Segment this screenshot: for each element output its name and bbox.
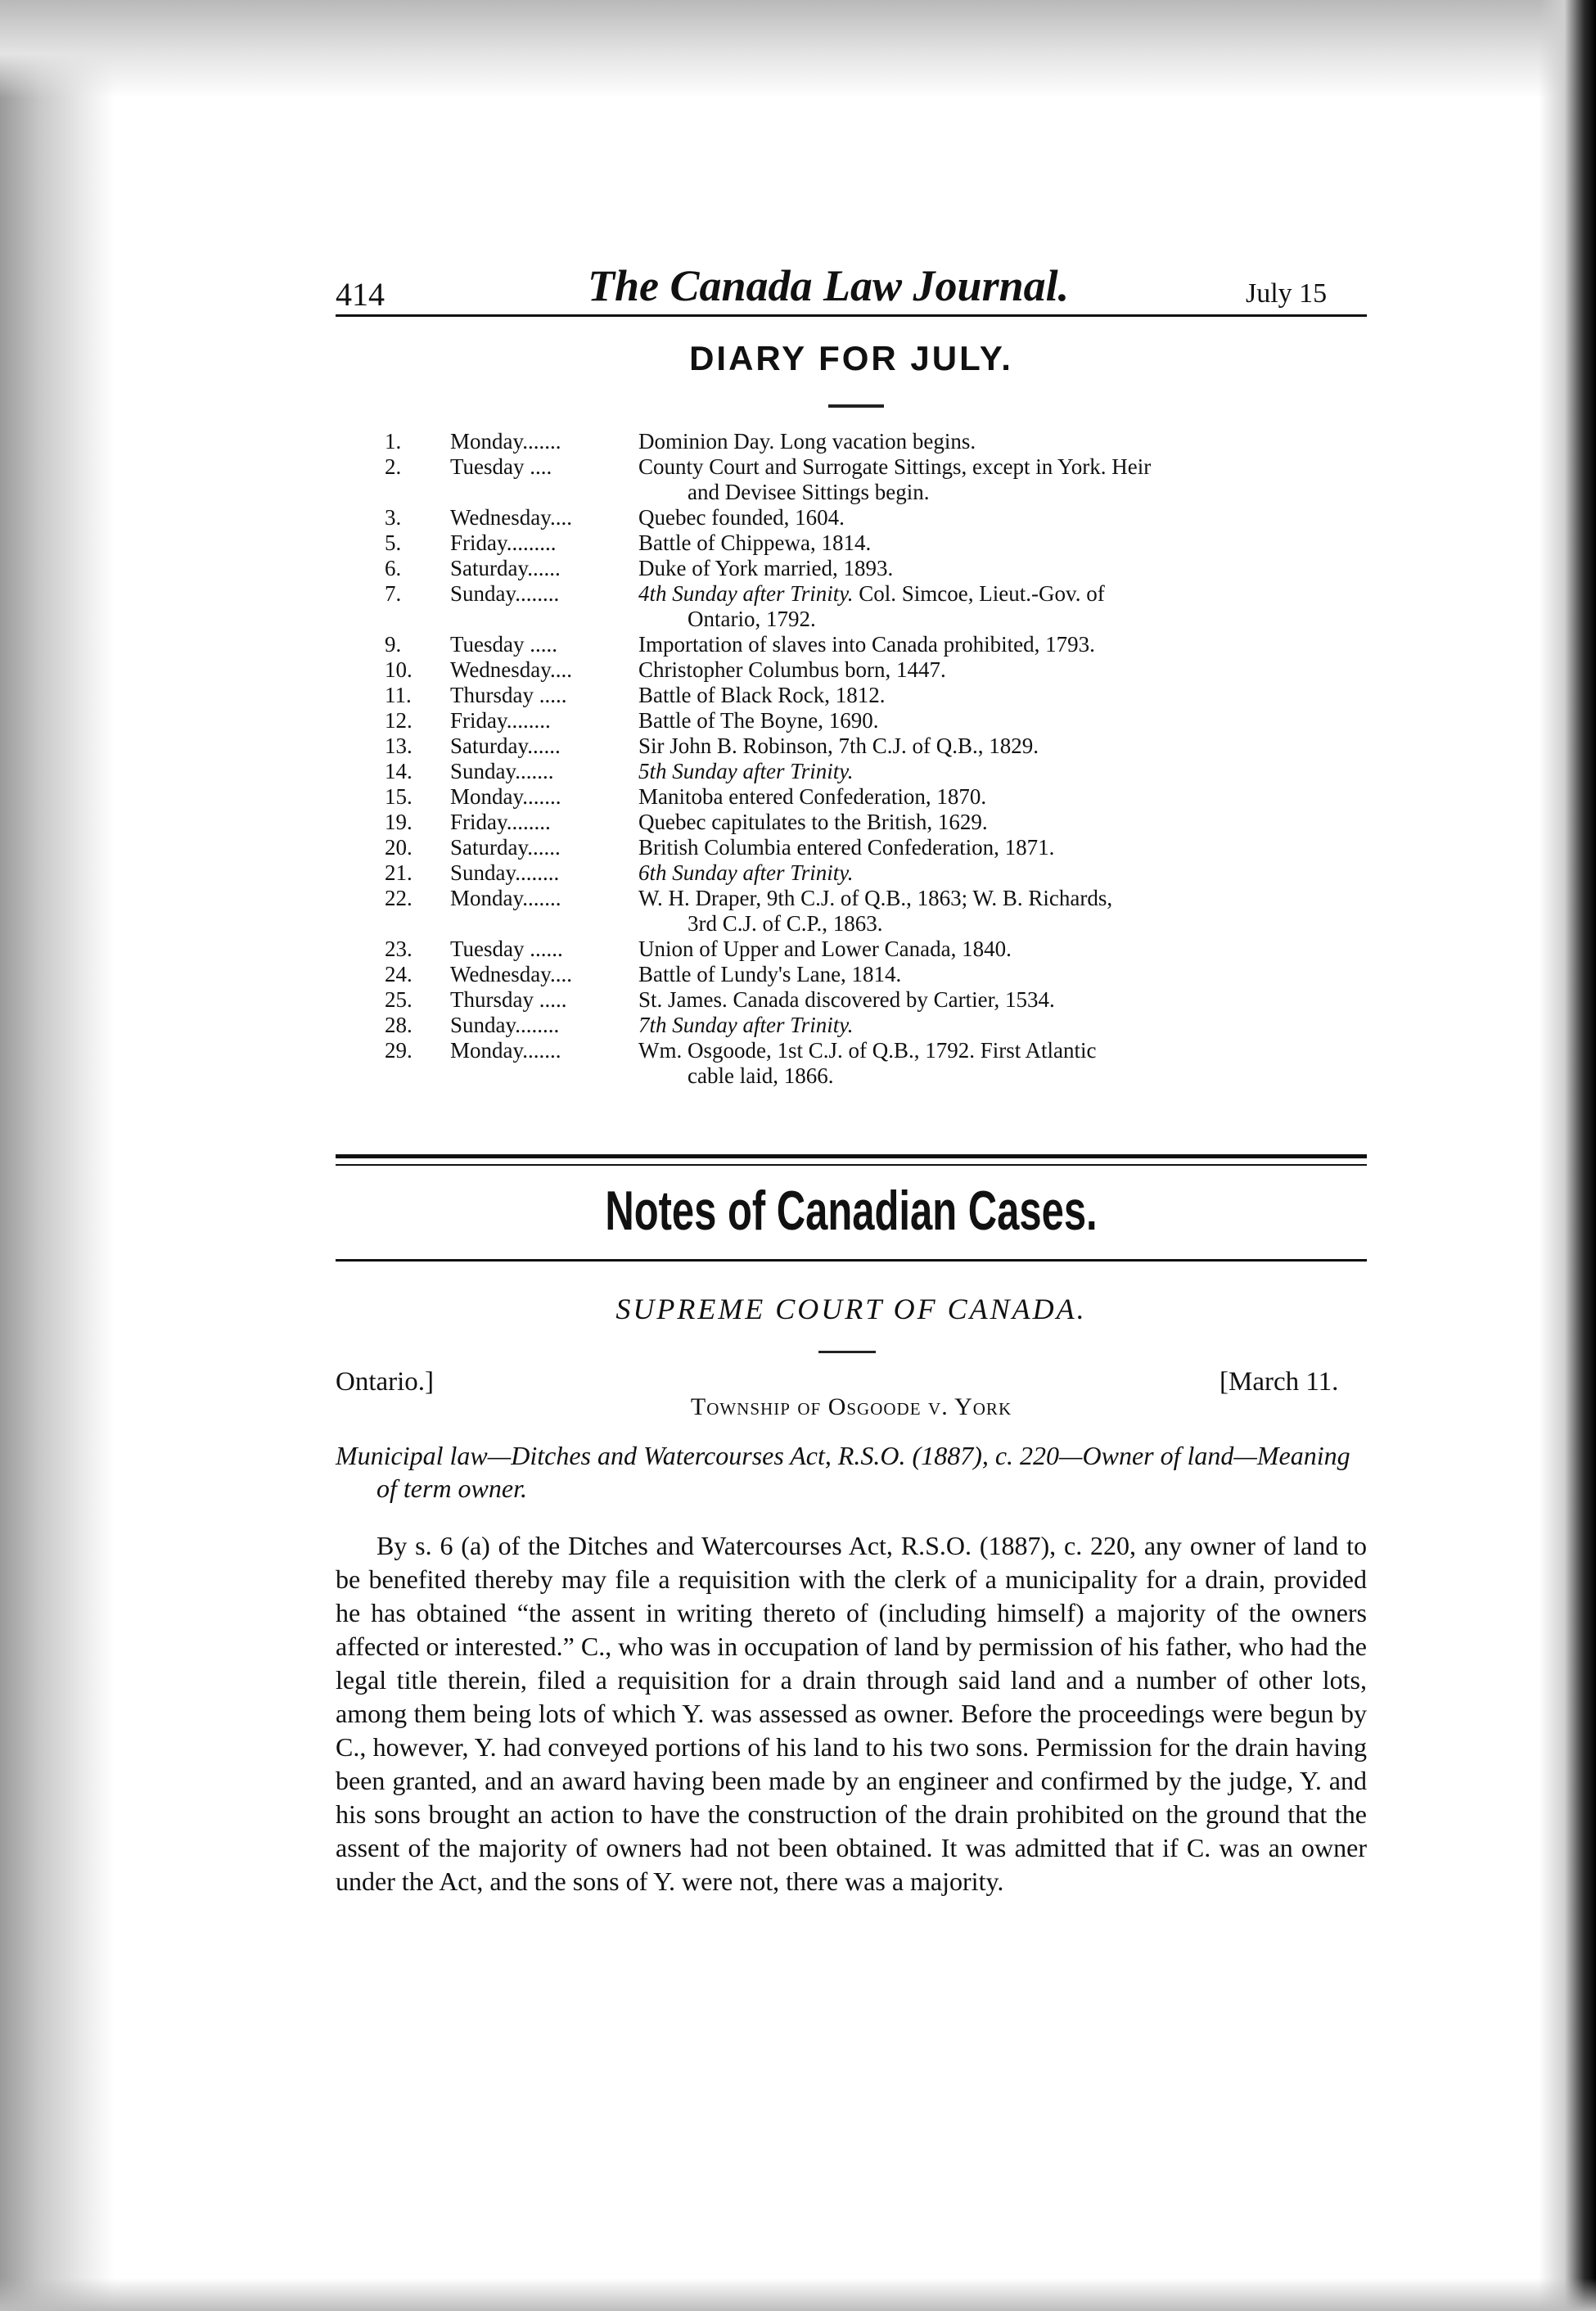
diary-entry-day: Sunday........ — [450, 860, 560, 885]
diary-entry-number: 20. — [385, 835, 413, 860]
diary-entry — [385, 1038, 1367, 1089]
diary-entry-day: Tuesday .... — [450, 454, 552, 479]
diary-entry-event — [638, 429, 1367, 454]
diary-entry-day: Saturday...... — [450, 835, 561, 860]
diary-entry-event-text: 5th Sunday after Trinity. — [638, 759, 854, 783]
diary-entry-number: 15. — [385, 784, 413, 809]
diary-entry-event — [638, 1038, 1367, 1089]
diary-entry-number: 11. — [385, 683, 412, 707]
header-rule — [336, 314, 1367, 317]
diary-entry-continuation: cable laid, 1866. — [688, 1063, 834, 1088]
diary-entry-day: Sunday........ — [450, 581, 560, 606]
diary-entry-event — [638, 962, 1367, 987]
diary-entry-day: Thursday ..... — [450, 683, 567, 707]
diary-entry-event-text: Manitoba entered Confederation, 1870. — [638, 784, 987, 809]
diary-entry-event — [638, 937, 1367, 962]
scan-shadow-right — [1539, 0, 1596, 2311]
diary-entry-number: 28. — [385, 1013, 413, 1037]
diary-entry-event-text: 7th Sunday after Trinity. — [638, 1013, 854, 1037]
diary-entry — [385, 937, 1367, 962]
diary-entry-event — [638, 632, 1367, 657]
diary-entry-number: 23. — [385, 937, 413, 961]
diary-entry-number: 14. — [385, 759, 413, 783]
diary-entry — [385, 632, 1367, 657]
diary-entry-event-text: Battle of Lundy's Lane, 1814. — [638, 962, 902, 986]
section-rule-under — [336, 1259, 1367, 1262]
case-body: By s. 6 (a) of the Ditches and Watercourses Act, R.S.O. (1887), c. 220, any owner of land to be benefited thereby may file a requisition with the clerk of a municipality for a drain, provided he has obtained “the assent in writing thereto of (including himself) a majority of the owners affected or interested.” C., who was in occupation of land by permission of his father, who had the legal title therein, filed a requisition for a drain through said land and a number of other lots, among them being lots of which Y. was assessed as owner. Before the proceedings were begun by C., however, Y. had conveyed portions of his land to his two sons. Permission for the drain having been granted, and an award having been made by an engineer and confirmed by the judge, Y. and his sons brought an action to have the construction of the drain prohibited on the ground that the assent of the majority of owners had not been obtained. It was admitted that if C. was an owner under the Act, and the sons of Y. were not, there was a majority. — [336, 1531, 1367, 1896]
diary-entry — [385, 835, 1367, 860]
journal-title: The Canada Law Journal. — [588, 261, 1070, 310]
diary-entry-event-text: British Columbia entered Confederation, 1871. — [638, 835, 1055, 860]
diary-entry-day: Thursday ..... — [450, 987, 567, 1012]
diary-entry-day: Monday....... — [450, 429, 561, 454]
diary-entry — [385, 886, 1367, 937]
case-name: Township of Osgoode v. York — [690, 1393, 1012, 1420]
diary-entry-continuation: 3rd C.J. of C.P., 1863. — [688, 911, 883, 936]
diary-entry-event — [638, 708, 1367, 733]
diary-entry — [385, 683, 1367, 708]
diary-entry-number: 3. — [385, 505, 402, 530]
diary-entry-number: 13. — [385, 733, 413, 758]
diary-entry-event-text: Sir John B. Robinson, 7th C.J. of Q.B., 1829. — [638, 733, 1039, 758]
diary-entry-day: Saturday...... — [450, 556, 561, 580]
scan-shadow-top — [0, 0, 1596, 98]
diary-entry — [385, 556, 1367, 581]
diary-entry-event — [638, 835, 1367, 860]
diary-entry-number: 21. — [385, 860, 413, 885]
diary-entry — [385, 657, 1367, 683]
diary-entry-event — [638, 530, 1367, 556]
diary-entry-number: 29. — [385, 1038, 413, 1063]
diary-entry-day: Monday....... — [450, 1038, 561, 1063]
diary-entry-day: Friday........ — [450, 708, 551, 733]
section-rule-thick — [336, 1154, 1367, 1158]
diary-title: DIARY FOR JULY. — [689, 339, 1013, 377]
diary-entry-day: Friday......... — [450, 530, 557, 555]
diary-entry-event-text: Dominion Day. Long vacation begins. — [638, 429, 976, 454]
page-number: 414 — [336, 276, 385, 313]
diary-entry-event — [638, 860, 1367, 886]
diary-entry-number: 19. — [385, 810, 413, 834]
diary-entry — [385, 962, 1367, 987]
diary-entry-event-text: Battle of Chippewa, 1814. — [638, 530, 872, 555]
diary-entry-event-text: Battle of Black Rock, 1812. — [638, 683, 886, 707]
diary-entry-continuation: Ontario, 1792. — [688, 607, 816, 631]
diary-entry-number: 25. — [385, 987, 413, 1012]
case-headnote: Municipal law—Ditches and Watercourses Act, R.S.O. (1887), c. 220—Owner of land—Meaning of term owner. — [336, 1441, 1350, 1503]
diary-list — [385, 429, 1367, 1089]
diary-entry-event — [638, 683, 1367, 708]
court-heading: SUPREME COURT OF CANADA. — [615, 1293, 1087, 1325]
diary-entry-event — [638, 987, 1367, 1013]
diary-entry-event — [638, 1013, 1367, 1038]
diary-entry — [385, 530, 1367, 556]
diary-entry-event-text: Christopher Columbus born, 1447. — [638, 657, 946, 682]
diary-entry-event — [638, 759, 1367, 784]
diary-entry-event — [638, 886, 1367, 937]
diary-entry — [385, 784, 1367, 810]
diary-entry-event-text: Quebec founded, 1604. — [638, 505, 845, 530]
header-date: July 15 — [1246, 278, 1328, 309]
diary-entry-day: Wednesday.... — [450, 505, 573, 530]
diary-entry-event-text: Union of Upper and Lower Canada, 1840. — [638, 937, 1012, 961]
diary-entry-event-text: County Court and Surrogate Sittings, except in York. Heir — [638, 454, 1152, 479]
diary-entry-event — [638, 505, 1367, 530]
diary-entry — [385, 759, 1367, 784]
diary-entry-event-extra: Col. Simcoe, Lieut.-Gov. of — [859, 581, 1105, 606]
diary-entry-day: Friday........ — [450, 810, 551, 834]
diary-entry-number: 10. — [385, 657, 413, 682]
section-title: Notes of Canadian Cases. — [605, 1180, 1098, 1242]
diary-entry-day: Sunday........ — [450, 1013, 560, 1037]
diary-entry-day: Monday....... — [450, 886, 561, 910]
diary-entry-event-text: Battle of The Boyne, 1690. — [638, 708, 879, 733]
diary-entry-number: 6. — [385, 556, 402, 580]
diary-entry-day: Saturday...... — [450, 733, 561, 758]
case-date: [March 11. — [1220, 1367, 1339, 1397]
court-divider — [818, 1351, 876, 1353]
diary-entry-number: 7. — [385, 581, 402, 606]
diary-entry-event-text: Duke of York married, 1893. — [638, 556, 894, 580]
diary-entry-event-text: 4th Sunday after Trinity. — [638, 581, 854, 606]
diary-entry — [385, 505, 1367, 530]
case-location: Ontario.] — [336, 1367, 435, 1397]
diary-entry-number: 2. — [385, 454, 402, 479]
diary-entry — [385, 1013, 1367, 1038]
diary-entry — [385, 987, 1367, 1013]
diary-entry-continuation: and Devisee Sittings begin. — [688, 480, 930, 504]
diary-entry — [385, 708, 1367, 733]
diary-entry-event — [638, 784, 1367, 810]
diary-entry-number: 5. — [385, 530, 402, 555]
diary-entry-event-text: Quebec capitulates to the British, 1629. — [638, 810, 988, 834]
section-rule-thin — [336, 1164, 1367, 1166]
diary-entry-event-text: St. James. Canada discovered by Cartier, 1534. — [638, 987, 1055, 1012]
diary-entry-event — [638, 556, 1367, 581]
diary-entry-day: Tuesday ..... — [450, 632, 558, 657]
diary-entry — [385, 810, 1367, 835]
diary-entry-event-text: Importation of slaves into Canada prohibited, 1793. — [638, 632, 1095, 657]
diary-entry — [385, 454, 1367, 505]
diary-entry-day: Sunday....... — [450, 759, 554, 783]
diary-entry — [385, 733, 1367, 759]
diary-entry-day: Wednesday.... — [450, 962, 573, 986]
diary-divider — [828, 404, 884, 408]
diary-entry-event-text: Wm. Osgoode, 1st C.J. of Q.B., 1792. First Atlantic — [638, 1038, 1097, 1063]
scan-shadow-left — [0, 0, 115, 2311]
diary-entry — [385, 581, 1367, 632]
diary-entry-number: 9. — [385, 632, 402, 657]
diary-entry — [385, 429, 1367, 454]
diary-entry-event — [638, 581, 1367, 632]
diary-entry-event-text: 6th Sunday after Trinity. — [638, 860, 854, 885]
diary-entry-number: 24. — [385, 962, 413, 986]
diary-entry-day: Tuesday ...... — [450, 937, 563, 961]
diary-entry-day: Wednesday.... — [450, 657, 573, 682]
diary-entry-event-text: W. H. Draper, 9th C.J. of Q.B., 1863; W. B. Richards, — [638, 886, 1113, 910]
diary-entry-number: 1. — [385, 429, 402, 454]
diary-entry-day: Monday....... — [450, 784, 561, 809]
diary-entry-event — [638, 657, 1367, 683]
diary-entry-event — [638, 454, 1367, 505]
diary-entry-event — [638, 733, 1367, 759]
diary-entry-number: 12. — [385, 708, 413, 733]
diary-entry-number: 22. — [385, 886, 413, 910]
diary-entry-event — [638, 810, 1367, 835]
diary-entry — [385, 860, 1367, 886]
scan-shadow-bottom — [0, 2278, 1596, 2311]
